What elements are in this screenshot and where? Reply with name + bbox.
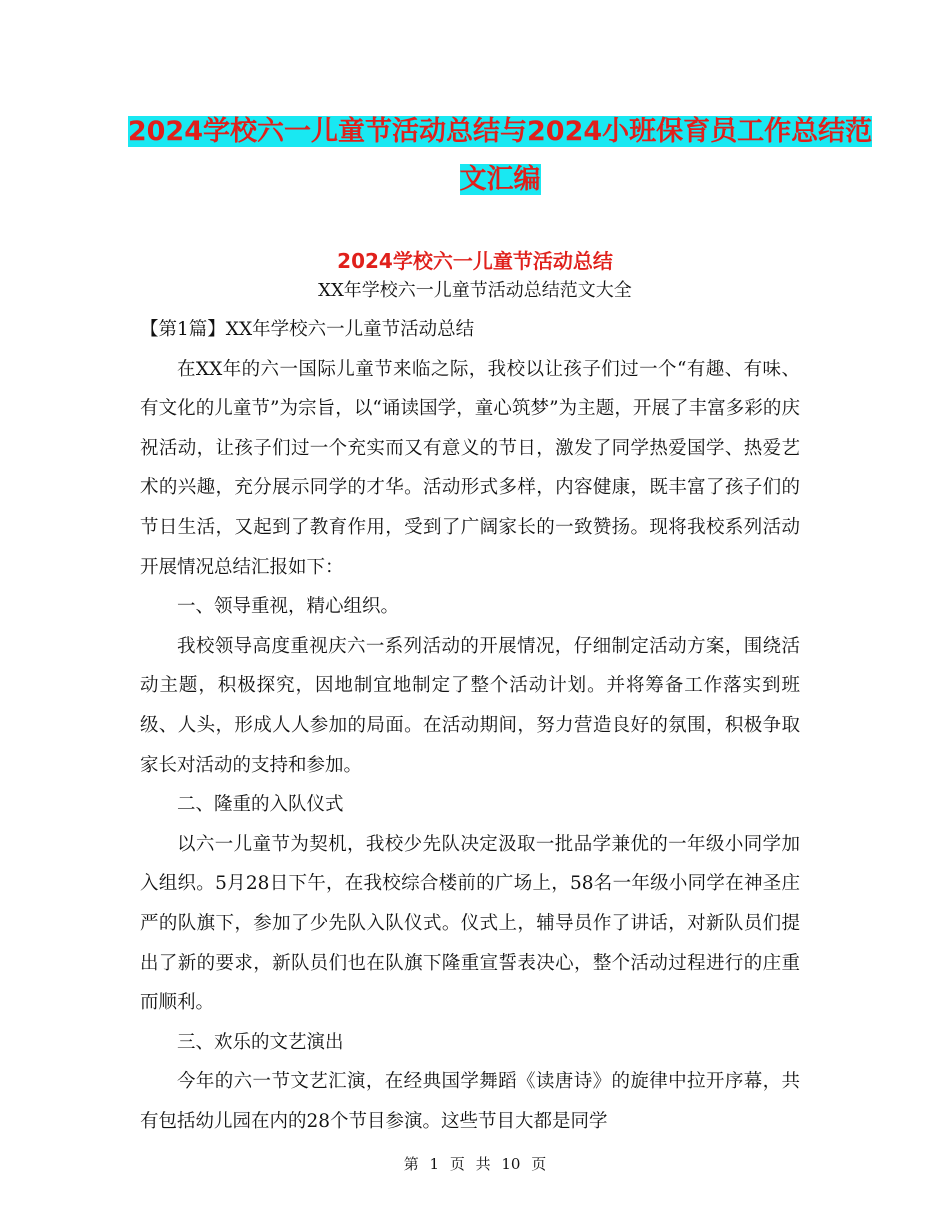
paragraph: 在XX年的六一国际儿童节来临之际，我校以让孩子们过一个“有趣、有味、有文化的儿童节”为宗旨，以“诵读国学，童心筑梦”为主题，开展了丰富多彩的庆祝活动，让孩子们过一个充实而又有意义的节日，激发了同学热爱国学、热爱艺术的兴趣，充分展示同学的才华。活动形式多样，内容健康，既丰富了孩子们的节日生活，又起到了教育作用，受到了广阔家长的一致赞扬。现将我校系列活动开展情况总结汇报如下： (140, 358, 800, 578)
main-title (120, 108, 880, 204)
paragraph: 我校领导高度重视庆六一系列活动的开展情况，仔细制定活动方案，围绕活动主题，积极探究，因地制宜地制定了整个活动计划。并将筹备工作落实到班级、人头，形成人人参加的局面。在活动期间，努力营造良好的氛围，积极争取家长对活动的支持和参加。 (140, 635, 800, 776)
paragraph: 今年的六一节文艺汇演，在经典国学舞蹈《读唐诗》的旋律中拉开序幕，共有包括幼儿园在内的28个节目参演。这些节目大都是同学 (140, 1071, 800, 1132)
document-body (140, 310, 800, 1141)
section-heading: 三、欢乐的文艺演出 (177, 1031, 344, 1053)
main-title-text: 2024学校六一儿童节活动总结与2024小班保育员工作总结范文汇编 (127, 116, 873, 195)
section-title: 2024学校六一儿童节活动总结 (337, 249, 613, 273)
page-footer: 第 1 页 共 10 页 (403, 1155, 547, 1173)
section-heading: 一、领导重视，精心组织。 (177, 596, 400, 618)
section-heading: 二、隆重的入队仪式 (177, 794, 344, 816)
section-subheading: XX年学校六一儿童节活动总结范文大全 (318, 280, 632, 301)
paragraph: 以六一儿童节为契机，我校少先队决定汲取一批品学兼优的一年级小同学加入组织。5月28日下午，在我校综合楼前的广场上，58名一年级小同学在神圣庄严的队旗下，参加了少先队入队仪式。仪式上，辅导员作了讲话，对新队员们提出了新的要求，新队员们也在队旗下隆重宣誓表决心，整个活动过程进行的庄重而顺利。 (140, 833, 800, 1014)
article-label: 【第1篇】XX年学校六一儿童节活动总结 (140, 319, 475, 340)
